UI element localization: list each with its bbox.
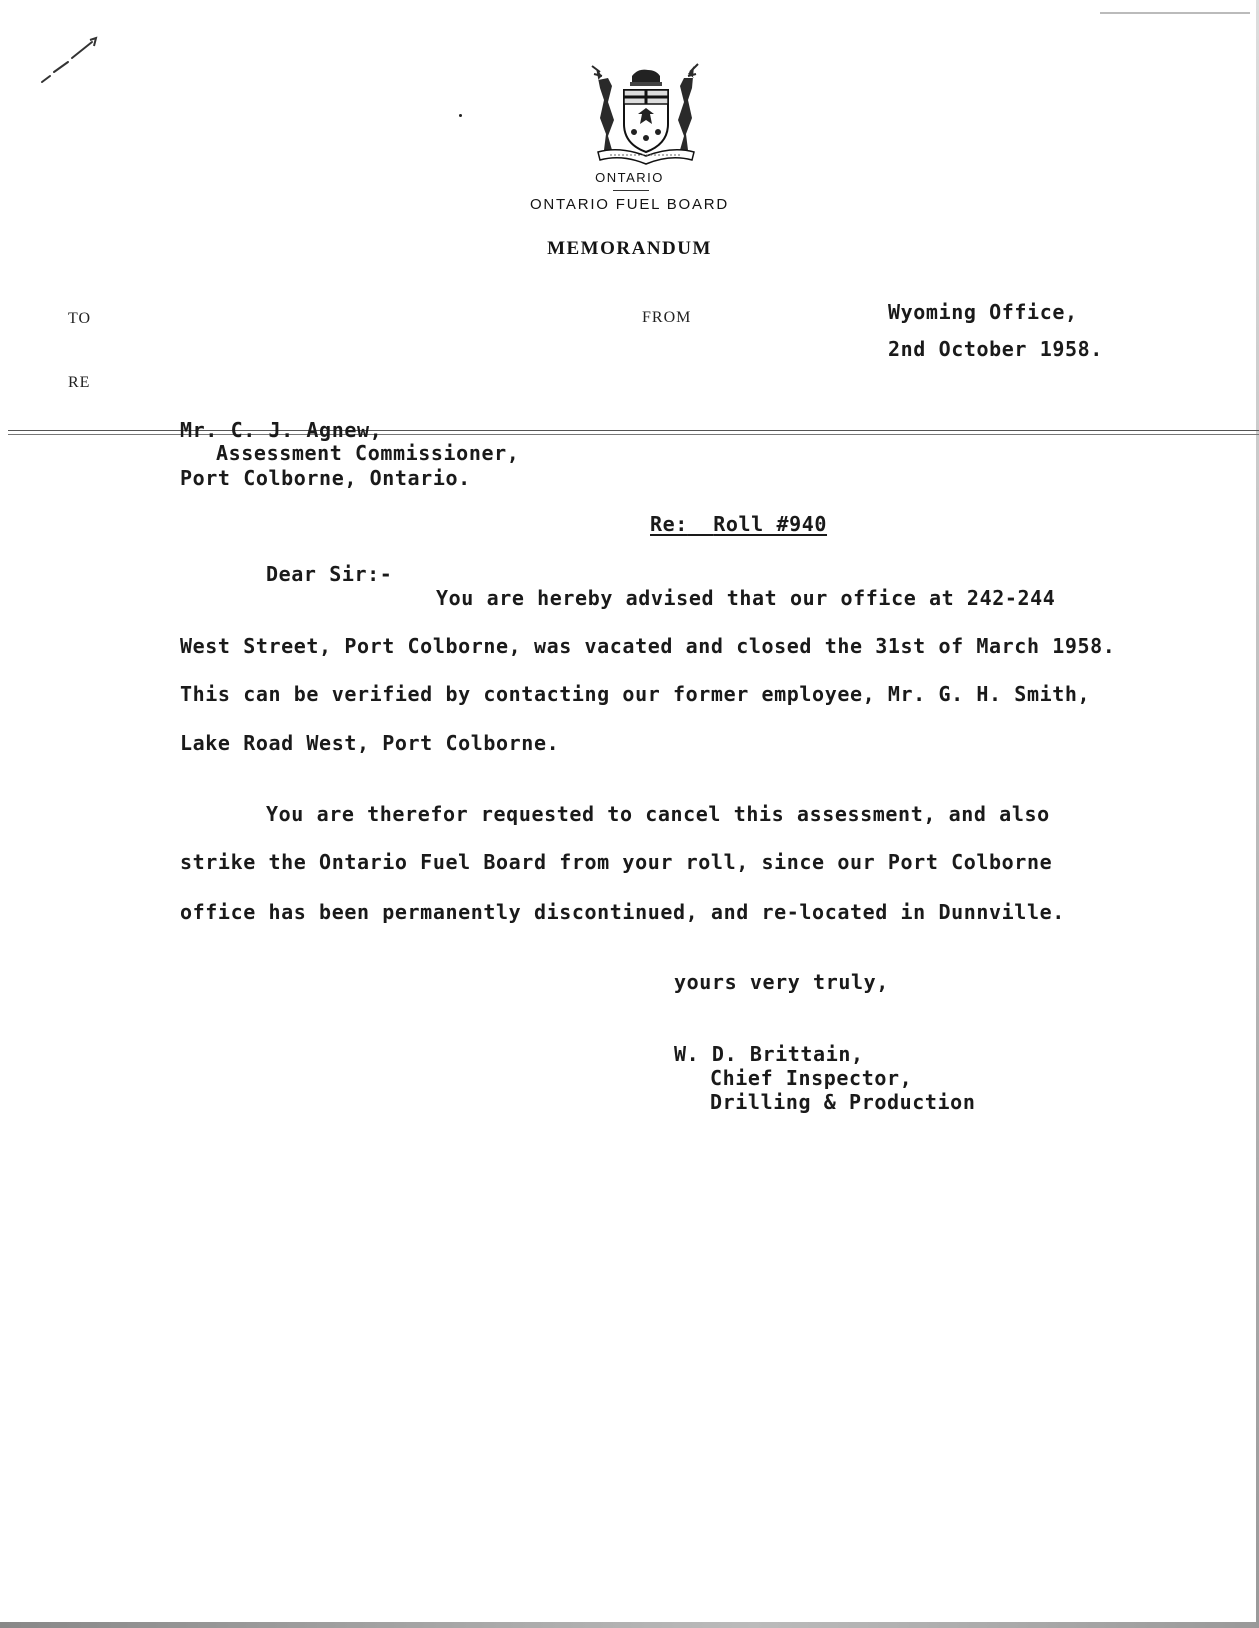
recipient-title: Assessment Commissioner, [216,441,520,465]
document-type: MEMORANDUM [547,238,712,259]
salutation: Dear Sir:- [266,562,393,586]
signer-department: Drilling & Production [710,1090,976,1114]
body-line: You are hereby advised that our office at 242-244 [436,586,1056,610]
organization-name: ONTARIO FUEL BOARD [529,196,730,213]
scan-edge-bottom [0,1622,1259,1628]
corner-mark [1100,12,1250,14]
body-line: West Street, Port Colborne, was vacated and closed the 31st of March 1958. [180,634,1116,658]
pen-mark [38,36,100,86]
coat-of-arms-icon [590,62,702,170]
subject-prefix: Re: [650,512,688,536]
to-label: TO [68,310,92,327]
origin-date: 2nd October 1958. [888,337,1103,361]
origin-office: Wyoming Office, [888,300,1078,324]
signer-title: Chief Inspector, [710,1066,913,1090]
divider [613,190,649,191]
recipient-location: Port Colborne, Ontario. [180,466,471,490]
re-label: RE [68,374,91,391]
subject-roll: Roll #940 [713,512,828,536]
body-line: office has been permanently discontinued, and re-located in Dunnville. [180,900,1065,924]
valediction: yours very truly, [674,970,889,994]
recipient-name: Mr. C. J. Agnew, [180,418,383,442]
body-line: strike the Ontario Fuel Board from your roll, since our Port Colborne [180,850,1053,874]
province-name: ONTARIO [595,170,664,185]
speck [459,114,462,117]
body-line: Lake Road West, Port Colborne. [180,731,560,755]
subject-line [650,512,827,536]
body-line: This can be verified by contacting our former employee, Mr. G. H. Smith, [180,682,1091,706]
body-line: You are therefor requested to cancel this assessment, and also [266,802,1050,826]
from-label: FROM [642,309,692,326]
signer-name: W. D. Brittain, [674,1042,864,1066]
